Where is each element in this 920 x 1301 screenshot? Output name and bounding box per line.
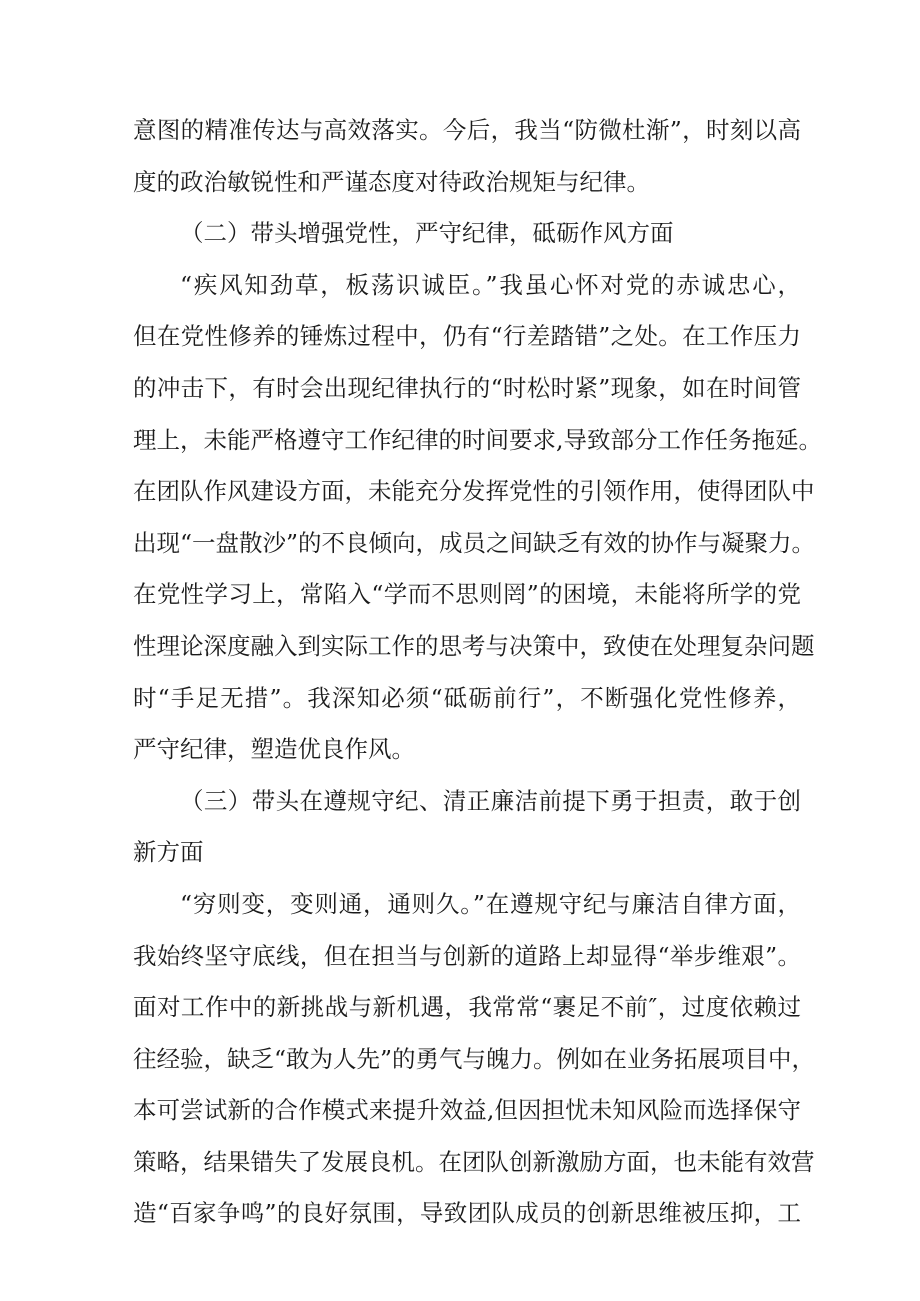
text-line: 造“百家争鸣”的良好氛围，导致团队成员的创新思维被压抑，工 [133, 1199, 801, 1228]
text-line: 面对工作中的新挑战与新机遇，我常常“裹足不前″，过度依赖过 [133, 993, 801, 1022]
text-line: 理上，未能严格遵守工作纪律的时间要求,导致部分工作任务拖延。 [133, 425, 822, 454]
text-line: “穷则变，变则通，通则久。”在遵规守纪与廉洁自律方面， [180, 889, 801, 918]
text-line: 在党性学习上，常陷入“学而不思则罔”的困境，未能将所学的党 [133, 580, 801, 609]
text-line: 时“手足无措”。我深知必须“砥砺前行”，不断强化党性修养， [133, 683, 801, 712]
text-line: （二）带头增强党性，严守纪律，砥砺作风方面 [180, 219, 674, 248]
text-line: 严守纪律，塑造优良作风。 [133, 735, 415, 764]
text-line: 在团队作风建设方面，未能充分发挥党性的引领作用，使得团队中 [133, 477, 815, 506]
text-line: 但在党性修养的锤炼过程中，仍有“行差踏错”之处。在工作压力 [133, 322, 801, 351]
text-line: 的冲击下，有时会出现纪律执行的“时松时紧”现象，如在时间管 [133, 373, 801, 402]
document-body [133, 105, 822, 1240]
text-line: 出现“一盘散沙”的不良倾向，成员之间缺乏有效的协作与凝聚力。 [133, 528, 816, 557]
text-line: 新方面 [133, 838, 204, 867]
text-line: “疾风知劲草，板荡识诚臣。”我虽心怀对党的赤诚忠心， [180, 270, 801, 299]
text-line: 度的政治敏锐性和严谨态度对待政治规矩与纪律。 [133, 167, 650, 196]
text-line: 我始终坚守底线，但在担当与创新的道路上却显得“举步维艰”。 [133, 941, 801, 970]
text-line: （三）带头在遵规守纪、清正廉洁前提下勇于担责，敢于创 [180, 786, 801, 815]
text-line: 意图的精准传达与高效落实。今后，我当“防微杜渐”，时刻以高 [133, 116, 801, 144]
text-line: 往经验，缺乏“敢为人先”的勇气与魄力。例如在业务拓展项目中， [133, 1044, 816, 1073]
text-line: 策略，结果错失了发展良机。在团队创新激励方面，也未能有效营 [133, 1147, 815, 1176]
text-line: 性理论深度融入到实际工作的思考与决策中，致使在处理复杂问题 [133, 631, 815, 660]
text-line: 本可尝试新的合作模式来提升效益,但因担忧未知风险而选择保守 [133, 1096, 801, 1125]
